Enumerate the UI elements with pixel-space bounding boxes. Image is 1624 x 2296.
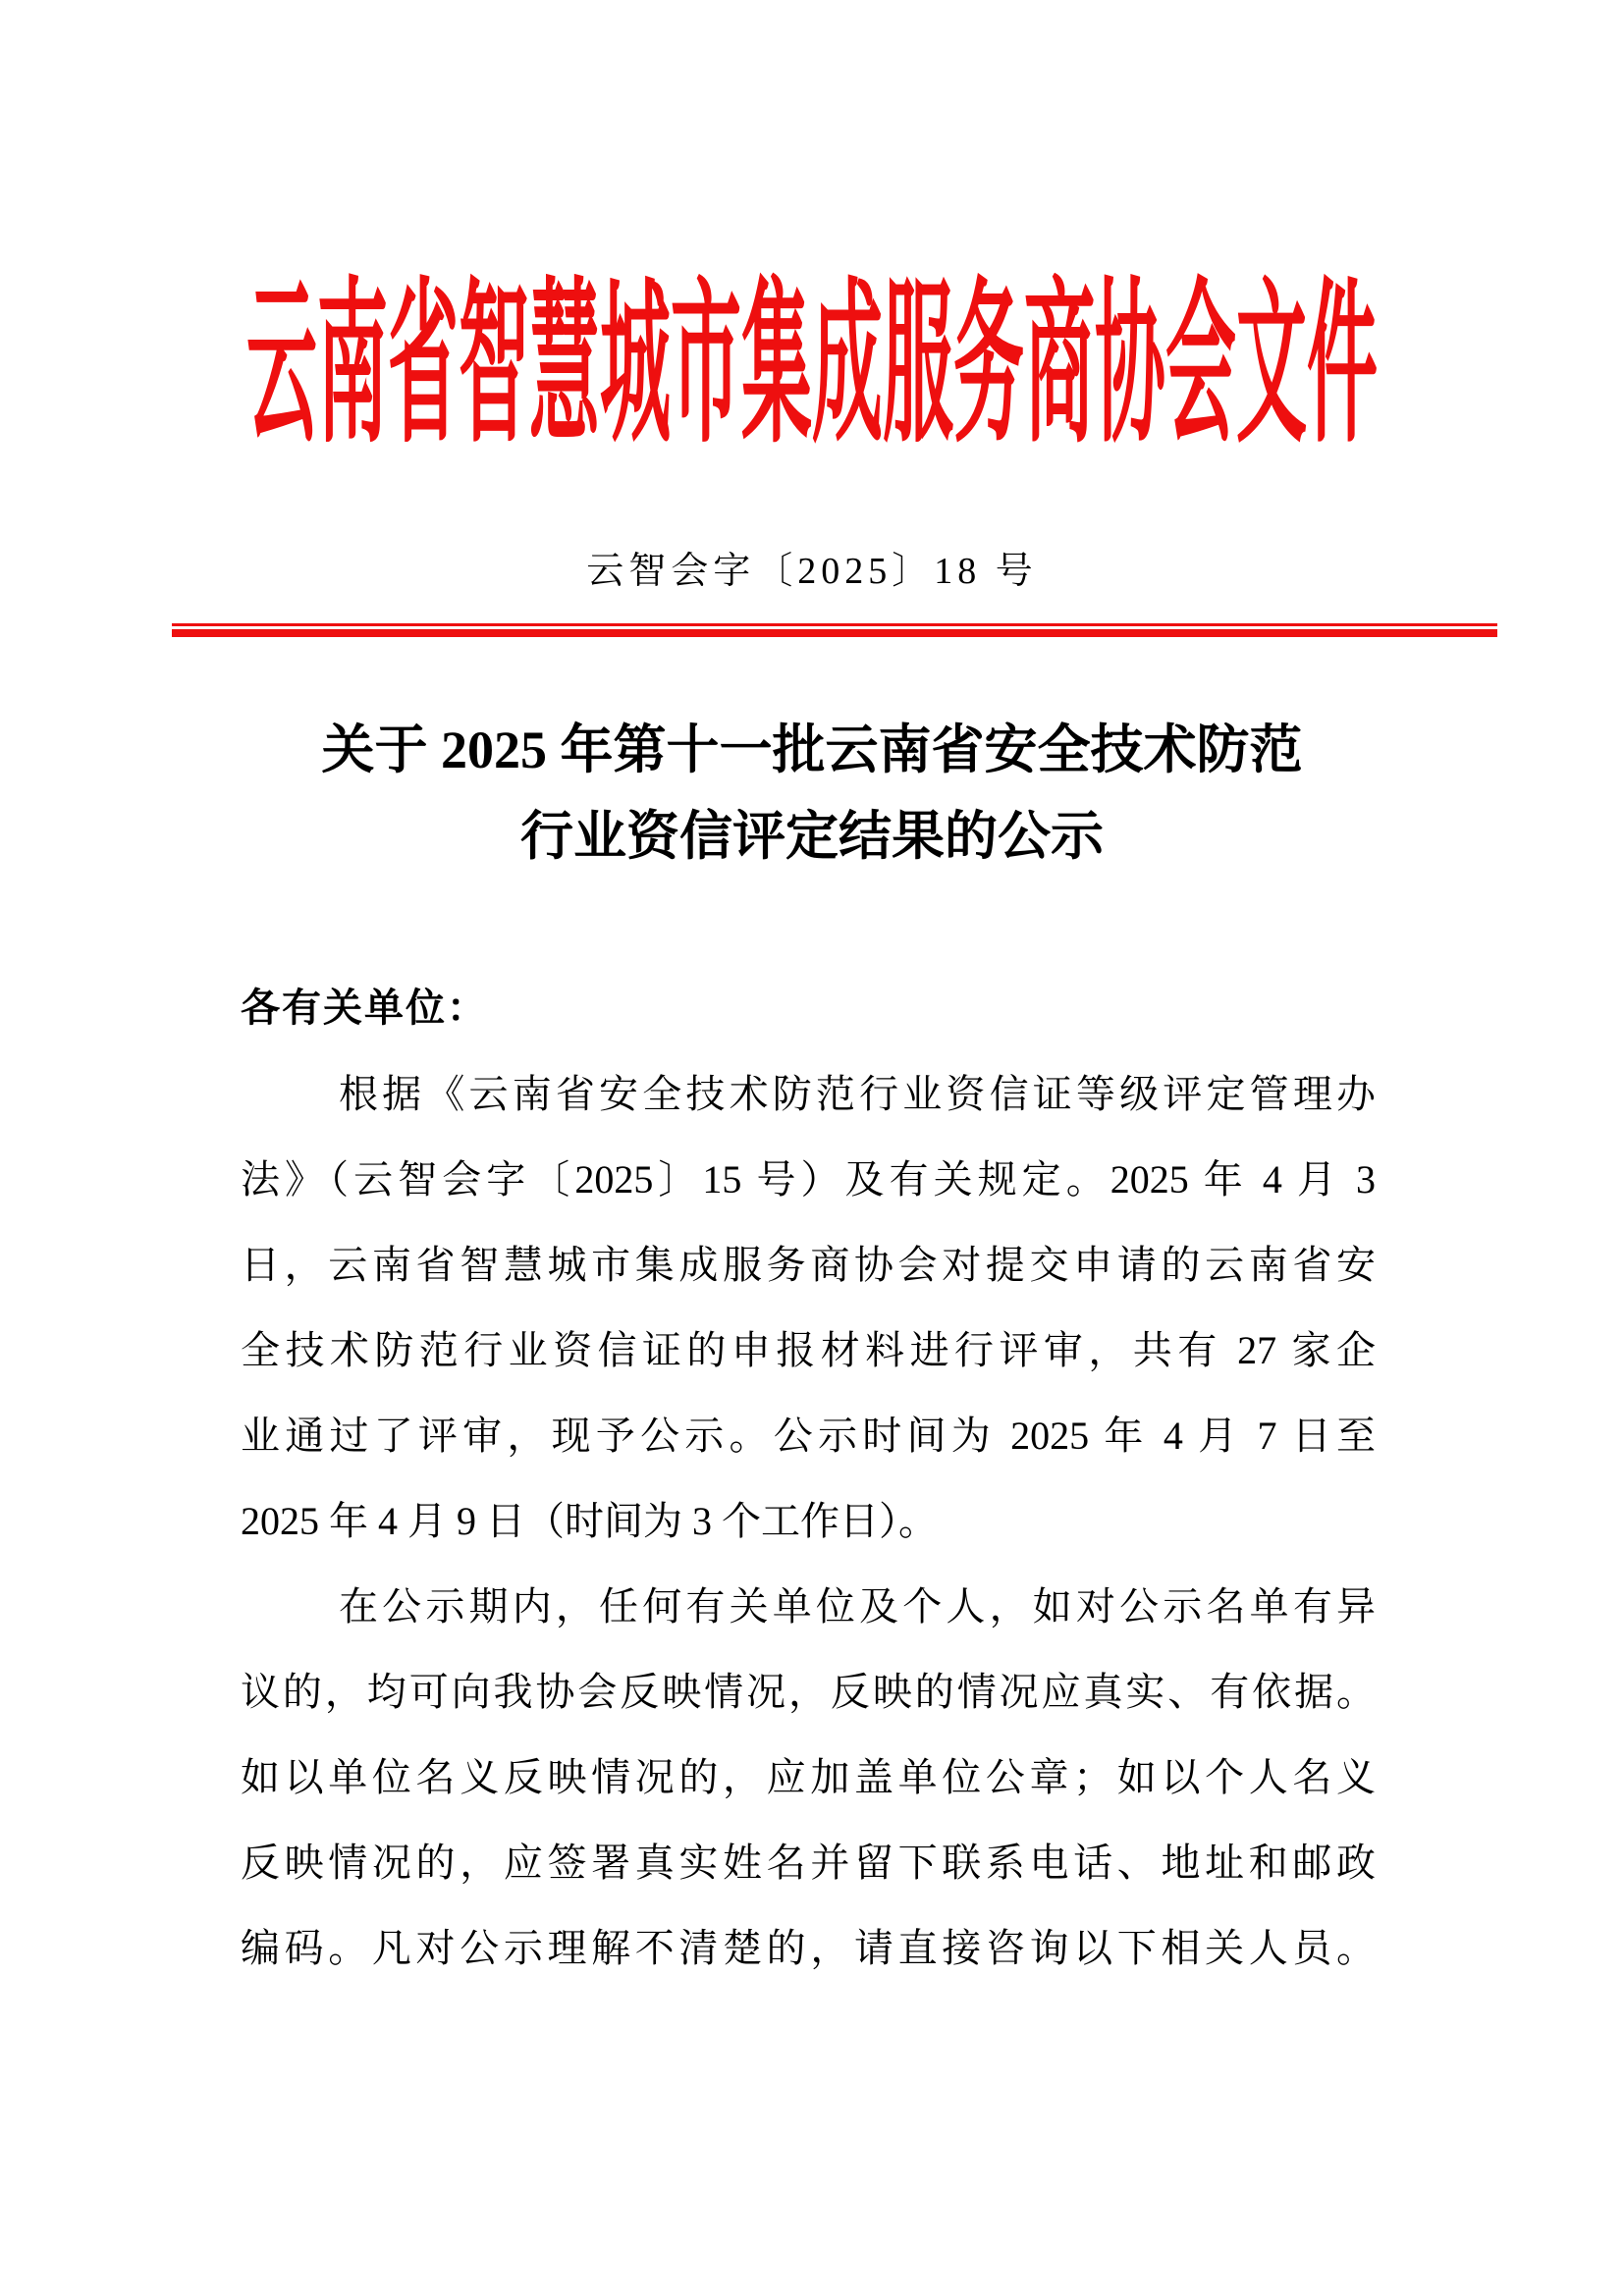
- body-line: 业通过了评审，现予公示。公示时间为 2025 年 4 月 7 日至: [241, 1414, 1376, 1458]
- body-line: 2025 年 4 月 9 日（时间为 3 个工作日）。: [241, 1499, 938, 1543]
- body-line: 议的，均可向我协会反映情况，反映的情况应真实、有依据。: [241, 1670, 1376, 1714]
- document-number: 云智会字〔2025〕18 号: [586, 551, 1038, 592]
- red-header-title: 云南省智慧城市集成服务商协会文件: [245, 268, 1378, 464]
- document-title-line-1: 关于 2025 年第十一批云南省安全技术防范: [321, 721, 1303, 779]
- red-separator-line-thick: [172, 629, 1497, 637]
- body-line: 编码。凡对公示理解不清楚的，请直接咨询以下相关人员。: [241, 1926, 1376, 1970]
- body-line: 在公示期内，任何有关单位及个人，如对公示名单有异: [339, 1584, 1376, 1629]
- body-line: 日，云南省智慧城市集成服务商协会对提交申请的云南省安: [241, 1243, 1376, 1287]
- body-line: 如以单位名义反映情况的，应加盖单位公章；如以个人名义: [241, 1755, 1376, 1799]
- document-title-line-2: 行业资信评定结果的公示: [520, 807, 1104, 866]
- body-line: 根据《云南省安全技术防范行业资信证等级评定管理办: [339, 1072, 1376, 1116]
- document-body: [241, 966, 1376, 1991]
- salutation: 各有关单位：: [241, 987, 488, 1030]
- document-title: [0, 707, 1624, 880]
- body-line: 反映情况的，应签署真实姓名并留下联系电话、地址和邮政: [241, 1841, 1376, 1885]
- body-line: 全技术防范行业资信证的申报材料进行评审，共有 27 家企: [241, 1328, 1376, 1372]
- red-separator-line-thin: [172, 623, 1497, 626]
- body-line: 法》（云智会字〔2025〕15 号）及有关规定。2025 年 4 月 3: [241, 1157, 1376, 1201]
